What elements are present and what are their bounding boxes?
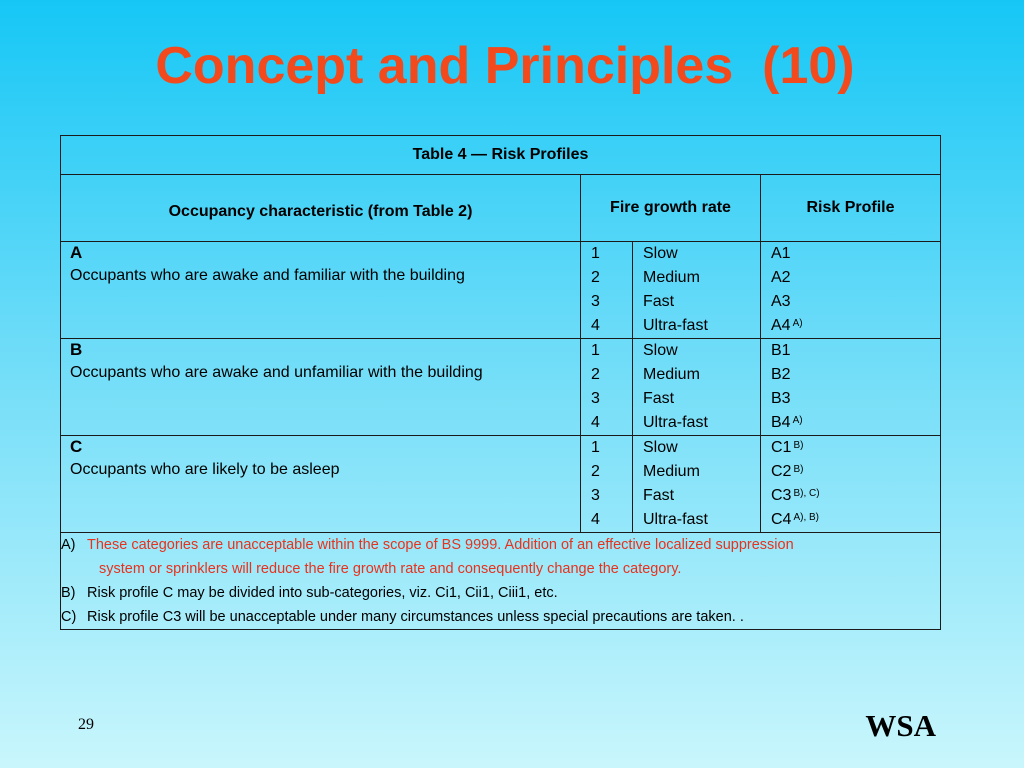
risk-profile-note: A), B) — [793, 512, 820, 523]
risk-profile-note: B), C) — [793, 488, 820, 499]
fire-growth-rate: Slow — [643, 245, 678, 262]
risk-profile — [771, 314, 940, 338]
risk-profile-note: B) — [793, 440, 804, 451]
fire-growth-rate: Slow — [643, 439, 678, 456]
risk-profile-label: A1 — [771, 245, 791, 262]
risk-profile — [771, 290, 940, 314]
header-risk-profile: Risk Profile — [761, 175, 941, 242]
risk-profile-label: B1 — [771, 342, 791, 359]
page-number: 29 — [78, 716, 94, 733]
risk-profile-label: A4 — [771, 317, 791, 334]
risk-profile-label: C4 — [771, 511, 792, 528]
fire-growth-rate: Fast — [643, 390, 675, 407]
occupancy-code: A — [70, 243, 83, 262]
risk-profile-label: B3 — [771, 390, 791, 407]
fire-growth-rate: Fast — [643, 293, 675, 310]
risk-profile-cell — [761, 436, 941, 533]
risk-profile-label: B2 — [771, 366, 791, 383]
fire-growth-cell — [633, 436, 761, 533]
table-caption: Table 4 — Risk Profiles — [61, 136, 941, 175]
risk-profile-label: C3 — [771, 487, 792, 504]
note-text: Risk profile C3 will be unacceptable under many circumstances unless special precautions are taken. . — [87, 609, 744, 625]
rate-number: 1 — [591, 439, 600, 456]
occupancy-cell — [61, 242, 581, 339]
occupancy-cell — [61, 436, 581, 533]
fire-growth-rate: Medium — [643, 269, 700, 286]
fire-growth-rate: Slow — [643, 342, 678, 359]
risk-profile-label: A3 — [771, 293, 791, 310]
table-row-group-b — [61, 339, 941, 436]
risk-profile-label: C2 — [771, 463, 792, 480]
note-a-continuation: system or sprinklers will reduce the fire growth rate and consequently change the category. — [99, 561, 682, 577]
rate-number: 1 — [591, 245, 600, 262]
risk-profile-label: B4 — [771, 414, 791, 431]
rate-number: 4 — [591, 414, 600, 431]
fire-growth-rate: Ultra-fast — [643, 511, 708, 528]
risk-profile — [771, 387, 940, 411]
rate-number: 2 — [591, 269, 600, 286]
risk-profile — [771, 242, 940, 266]
risk-profile-label: C1 — [771, 439, 792, 456]
header-fire-growth: Fire growth rate — [581, 175, 761, 242]
risk-profile-note: A) — [792, 415, 803, 426]
occupancy-description: Occupants who are awake and unfamiliar with the building — [70, 364, 483, 381]
occupancy-description: Occupants who are awake and familiar with the building — [70, 267, 465, 284]
risk-profile — [771, 411, 940, 435]
wsa-logo: WSA — [865, 708, 936, 743]
table-notes — [61, 533, 941, 630]
risk-profile-label: A2 — [771, 269, 791, 286]
risk-profile-note: B) — [793, 464, 804, 475]
risk-profile — [771, 436, 940, 460]
fire-growth-rate: Ultra-fast — [643, 317, 708, 334]
fire-growth-rate: Medium — [643, 366, 700, 383]
occupancy-description: Occupants who are likely to be asleep — [70, 461, 340, 478]
risk-profile-note: A) — [792, 318, 803, 329]
note-text: Risk profile C may be divided into sub-categories, viz. Ci1, Cii1, Ciii1, etc. — [87, 585, 558, 601]
rate-number: 4 — [591, 317, 600, 334]
note-text: These categories are unacceptable within the scope of BS 9999. Addition of an effective localized suppression — [87, 537, 794, 553]
note-a — [61, 533, 940, 557]
risk-profile — [771, 460, 940, 484]
risk-profile-cell — [761, 242, 941, 339]
risk-profile — [771, 339, 940, 363]
table-row-group-c — [61, 436, 941, 533]
rate-number: 2 — [591, 366, 600, 383]
note-key: C) — [61, 609, 77, 625]
occupancy-code: C — [70, 437, 83, 456]
note-key: B) — [61, 585, 76, 601]
note-c — [61, 605, 940, 629]
fire-growth-cell — [633, 242, 761, 339]
rate-number: 4 — [591, 511, 600, 528]
table-row-group-a — [61, 242, 941, 339]
rate-number: 3 — [591, 293, 600, 310]
note-b — [61, 581, 940, 605]
rate-number-cell — [581, 242, 633, 339]
note-key: A) — [61, 537, 76, 553]
slide-title: Concept and Principles (10) — [155, 37, 855, 95]
header-occupancy: Occupancy characteristic (from Table 2) — [61, 175, 581, 242]
risk-profiles-table — [60, 135, 941, 630]
rate-number: 3 — [591, 390, 600, 407]
risk-profile — [771, 266, 940, 290]
fire-growth-rate: Medium — [643, 463, 700, 480]
rate-number-cell — [581, 339, 633, 436]
rate-number: 1 — [591, 342, 600, 359]
occupancy-code: B — [70, 340, 83, 359]
fire-growth-rate: Ultra-fast — [643, 414, 708, 431]
rate-number: 2 — [591, 463, 600, 480]
rate-number: 3 — [591, 487, 600, 504]
risk-profile — [771, 363, 940, 387]
risk-profile — [771, 484, 940, 508]
fire-growth-cell — [633, 339, 761, 436]
risk-profile-cell — [761, 339, 941, 436]
fire-growth-rate: Fast — [643, 487, 675, 504]
risk-profile — [771, 508, 940, 532]
occupancy-cell — [61, 339, 581, 436]
rate-number-cell — [581, 436, 633, 533]
